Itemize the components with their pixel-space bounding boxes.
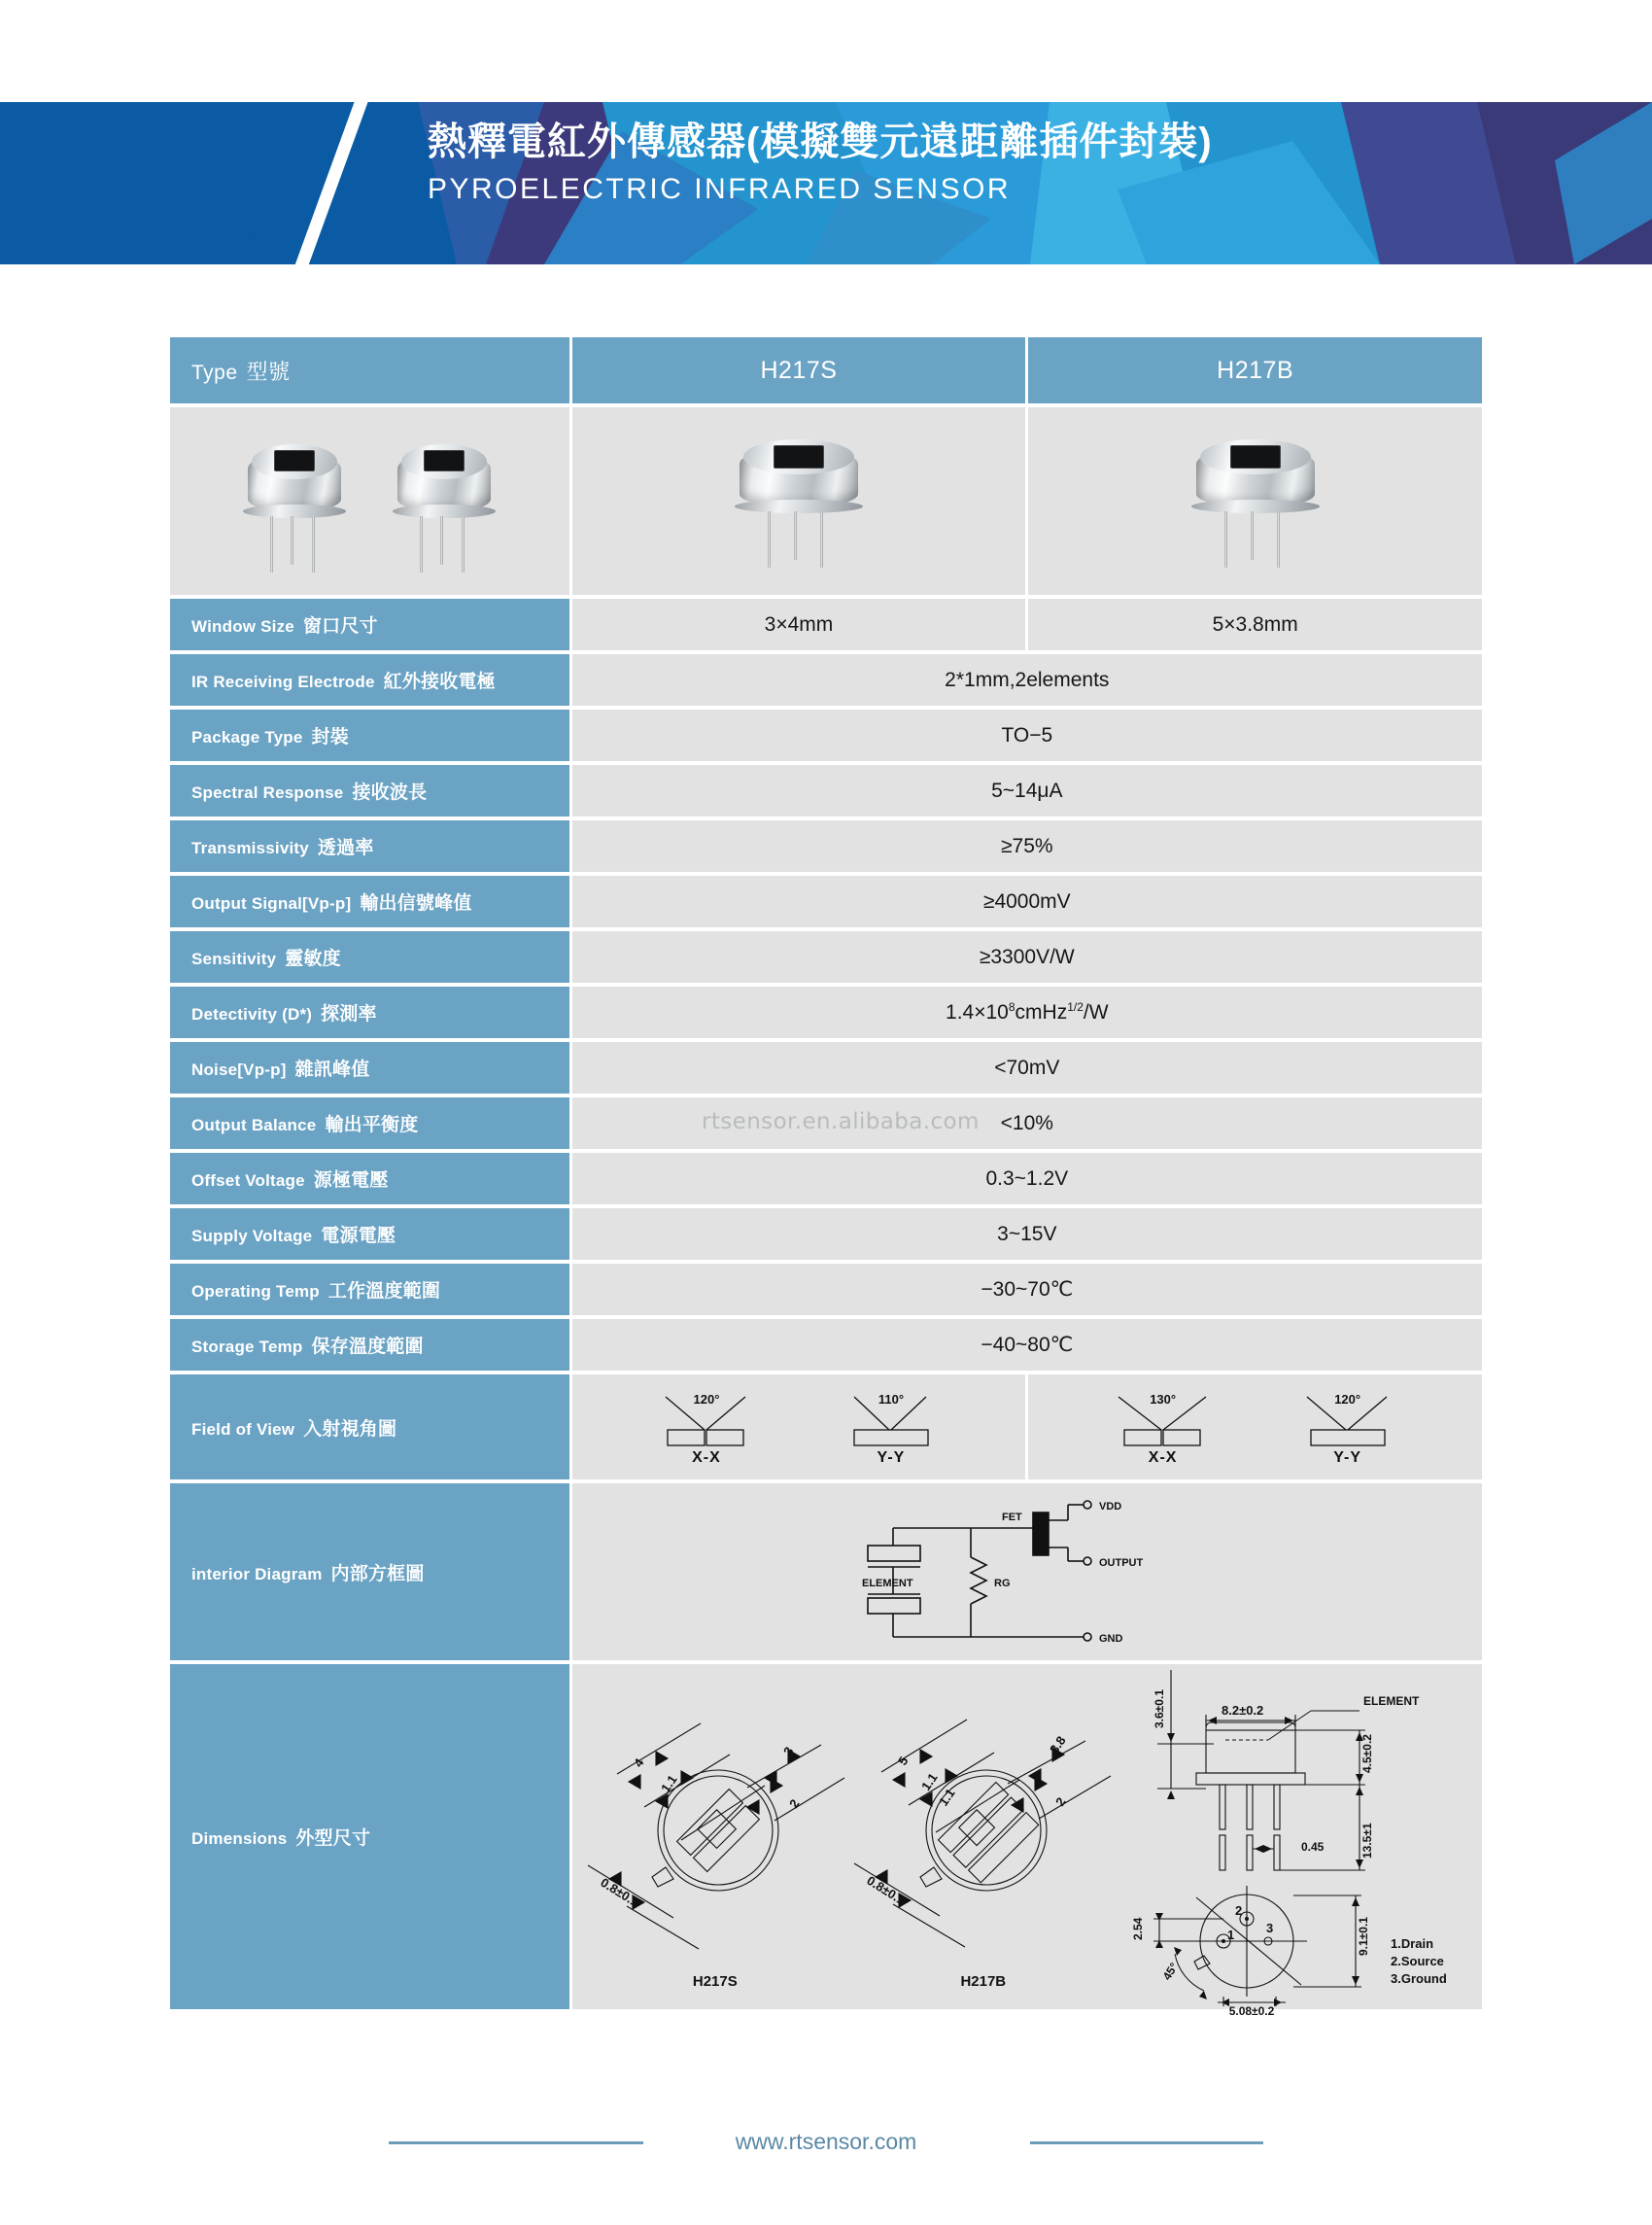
row-label-en: Detectivity (D*) [191, 1005, 313, 1024]
row-label-field-of-view [170, 1374, 569, 1479]
detectivity-exponent-half: 1/2 [1067, 1000, 1084, 1014]
circuit-label-fet: FET [1001, 1512, 1022, 1523]
pin-legend-ground: 3.Ground [1390, 1971, 1447, 1986]
row-value-sensitivity: ≥3300V/W [572, 931, 1482, 983]
header-model-h217b: H217B [1028, 337, 1482, 403]
footer-website-url: www.rtsensor.com [735, 2129, 917, 2154]
table-row [170, 1264, 1482, 1315]
row-label-cn: 外型尺寸 [295, 1828, 371, 1849]
pin-number-1: 1 [1226, 1928, 1235, 1942]
row-value-window-size-h217s: 3×4mm [572, 599, 1026, 650]
dim-value: 3 [779, 1743, 797, 1758]
row-label-offset-voltage [170, 1153, 569, 1204]
page-title-chinese: 熱釋電紅外傳感器(模擬雙元遠距離插件封裝) [428, 121, 1213, 163]
dim-value: 0.8±0.1 [598, 1874, 641, 1909]
row-label-en: Field of View [191, 1419, 295, 1439]
fov-unit-yy-h217s [833, 1387, 949, 1467]
top-view-drawing-h217s [584, 1685, 846, 1966]
row-label-cn: 輸出平衡度 [325, 1115, 419, 1135]
interior-circuit-diagram [572, 1483, 1482, 1660]
row-label-cn: 内部方框圖 [330, 1563, 425, 1584]
row-label-cn: 接收波長 [352, 782, 428, 803]
photo-cell-h217b [1028, 407, 1482, 595]
header-type-label-en: Type [191, 361, 238, 384]
fov-unit-yy-h217b [1290, 1387, 1406, 1467]
row-label-window-size [170, 599, 569, 650]
watermark-text: rtsensor.en.alibaba.com [702, 1109, 980, 1134]
circuit-label-vdd: VDD [1098, 1501, 1122, 1512]
row-label-en: Output Signal[Vp-p] [191, 894, 352, 913]
row-label-output-signal [170, 876, 569, 927]
row-value-output-signal: ≥4000mV [572, 876, 1482, 927]
row-label-transmissivity [170, 820, 569, 872]
row-label-cn: 源極電壓 [313, 1170, 389, 1191]
dimension-view-name-h217b: H217B [960, 1972, 1007, 1990]
dim-pin-spacing: 5.08±0.2 [1228, 2004, 1275, 2018]
row-value-package-type: TO−5 [572, 710, 1482, 761]
row-value-transmissivity: ≥75% [572, 820, 1482, 872]
table-row [170, 599, 1482, 650]
table-row [170, 1319, 1482, 1371]
circuit-label-element: ELEMENT [861, 1578, 913, 1589]
row-label-noise [170, 1042, 569, 1094]
specification-table [167, 333, 1485, 2018]
table-row [170, 1042, 1482, 1094]
row-label-cn: 封裝 [311, 727, 349, 747]
table-row [170, 876, 1482, 927]
row-value-operating-temp: −30~70℃ [572, 1264, 1482, 1315]
detectivity-tail: /W [1083, 1001, 1109, 1024]
pin-legend-source: 2.Source [1390, 1954, 1444, 1968]
dim-lead-length: 13.5±1 [1359, 1823, 1374, 1859]
table-row [170, 987, 1482, 1038]
table-row [170, 710, 1482, 761]
page-title-english: PYROELECTRIC INFRARED SENSOR [428, 173, 1012, 205]
fov-angle-value: 110° [878, 1392, 905, 1407]
dim-value: 1.1 [935, 1785, 958, 1809]
row-label-output-balance [170, 1097, 569, 1149]
dim-pin-offset: 2.54 [1130, 1917, 1145, 1940]
row-label-en: interior Diagram [191, 1564, 323, 1583]
row-label-interior-diagram [170, 1483, 569, 1660]
pin-legend-drain: 1.Drain [1390, 1936, 1433, 1951]
table-row [170, 1097, 1482, 1149]
row-label-en: Transmissivity [191, 839, 309, 857]
dim-value: 5 [894, 1753, 912, 1768]
sensor-photo-h217b [1196, 424, 1315, 579]
dim-value: 2 [785, 1795, 803, 1811]
row-label-en: Storage Temp [191, 1338, 303, 1356]
row-label-cn: 保存溫度範圍 [311, 1337, 424, 1357]
header-type-label-cn: 型號 [246, 359, 291, 384]
dim-can-height: 4.5±0.2 [1359, 1734, 1374, 1773]
row-label-cn: 電源電壓 [321, 1226, 396, 1246]
dim-total-height: 3.6±0.1 [1152, 1689, 1166, 1728]
dimension-view-name-h217s: H217S [692, 1972, 738, 1990]
dim-value: 1.1 [917, 1769, 941, 1793]
detectivity-exponent: 8 [1008, 1000, 1015, 1014]
sensor-photo [248, 429, 341, 574]
field-of-view-row [170, 1374, 1482, 1479]
row-label-cn: 靈敏度 [285, 949, 341, 969]
header-model-h217s: H217S [572, 337, 1026, 403]
row-label-en: Dimensions [191, 1829, 288, 1848]
circuit-schematic-icon [823, 1489, 1231, 1654]
row-label-spectral-response [170, 765, 569, 817]
page-footer [0, 2119, 1652, 2177]
fov-axis-label: Y-Y [877, 1449, 906, 1466]
row-value-supply-voltage: 3~15V [572, 1208, 1482, 1260]
dimensions-row [170, 1664, 1482, 2009]
pin-number-2: 2 [1234, 1903, 1243, 1918]
table-row [170, 820, 1482, 872]
table-row [170, 1153, 1482, 1204]
row-label-storage-temp [170, 1319, 569, 1371]
row-value-ir-receiving-electrode: 2*1mm,2elements [572, 654, 1482, 706]
row-value-detectivity [572, 987, 1482, 1038]
row-label-supply-voltage [170, 1208, 569, 1260]
header-type-cell [170, 337, 569, 403]
top-view-drawing-h217b [852, 1685, 1115, 1966]
sensor-photo-h217s [740, 424, 858, 579]
sensor-photo [397, 429, 491, 574]
row-label-en: Sensitivity [191, 950, 277, 968]
fov-axis-label: X-X [692, 1449, 721, 1466]
table-header-row [170, 337, 1482, 403]
row-label-detectivity [170, 987, 569, 1038]
fov-axis-label: X-X [1148, 1449, 1178, 1466]
dim-value: 3.8 [1046, 1732, 1069, 1756]
photo-cell-overview [170, 407, 569, 595]
row-label-en: Package Type [191, 728, 303, 747]
fov-unit-xx-h217s [648, 1387, 765, 1467]
row-value-window-size-h217b: 5×3.8mm [1028, 599, 1482, 650]
row-label-cn: 雜訊峰值 [294, 1060, 370, 1080]
row-label-en: Operating Temp [191, 1282, 320, 1301]
row-label-package-type [170, 710, 569, 761]
fov-axis-label: Y-Y [1333, 1449, 1362, 1466]
row-value-storage-temp: −40~80℃ [572, 1319, 1482, 1371]
detectivity-base: 1.4×10 [946, 1001, 1009, 1024]
dim-value: 4 [630, 1755, 647, 1770]
dim-value: 1.1 [657, 1771, 680, 1795]
dim-angle: 45° [1159, 1960, 1181, 1983]
photo-cell-h217s [572, 407, 1026, 595]
dimension-view-h217s [584, 1685, 846, 1990]
table-row [170, 931, 1482, 983]
pin-number-3: 3 [1265, 1921, 1274, 1935]
row-label-en: Output Balance [191, 1116, 317, 1134]
row-label-en: Offset Voltage [191, 1171, 305, 1190]
row-label-cn: 紅外接收電極 [383, 672, 496, 692]
product-photo-row [170, 407, 1482, 595]
circuit-label-output: OUTPUT [1098, 1557, 1144, 1569]
interior-diagram-row [170, 1483, 1482, 1660]
row-label-en: Noise[Vp-p] [191, 1060, 287, 1079]
row-value-offset-voltage: 0.3~1.2V [572, 1153, 1482, 1204]
fov-angle-value: 130° [1150, 1392, 1177, 1407]
fov-diagram-h217s [572, 1374, 1026, 1479]
row-label-dimensions [170, 1664, 569, 2009]
row-label-en: Supply Voltage [191, 1227, 313, 1245]
circuit-label-rg: RG [993, 1578, 1011, 1589]
row-label-en: Window Size [191, 617, 294, 636]
row-label-cn: 工作溫度範圍 [327, 1281, 441, 1302]
fov-angle-value: 120° [1334, 1392, 1361, 1407]
row-value-output-balance: <10% [572, 1097, 1482, 1149]
dim-lead-width: 0.45 [1300, 1840, 1325, 1854]
dimension-drawings [572, 1664, 1482, 2018]
row-label-cn: 探測率 [321, 1004, 377, 1025]
fov-unit-xx-h217b [1105, 1387, 1222, 1467]
dimension-view-engineering [1120, 1664, 1470, 2018]
dim-value: 2 [1051, 1793, 1069, 1809]
dim-value: 0.8±0.1 [864, 1872, 908, 1907]
row-value-spectral-response: 5~14μA [572, 765, 1482, 817]
table-row [170, 765, 1482, 817]
row-value-noise: <70mV [572, 1042, 1482, 1094]
detectivity-unit: cmHz [1015, 1001, 1068, 1024]
row-label-cn: 透過率 [317, 838, 374, 858]
row-label-en: IR Receiving Electrode [191, 673, 375, 691]
circuit-label-gnd: GND [1098, 1633, 1123, 1645]
table-row [170, 1208, 1482, 1260]
fov-diagram-h217b [1028, 1374, 1482, 1479]
row-label-cn: 輸出信號峰值 [360, 893, 472, 914]
row-label-en: Spectral Response [191, 783, 344, 802]
dim-width: 8.2±0.2 [1221, 1703, 1264, 1718]
row-label-sensitivity [170, 931, 569, 983]
side-and-bottom-view-drawing [1120, 1664, 1470, 2018]
row-label-cn: 窗口尺寸 [302, 616, 378, 637]
dim-diameter: 9.1±0.1 [1356, 1917, 1370, 1956]
row-label-ir-receiving-electrode [170, 654, 569, 706]
row-label-operating-temp [170, 1264, 569, 1315]
dimension-view-h217b [852, 1685, 1115, 1990]
row-label-cn: 入射視角圖 [303, 1418, 397, 1440]
table-row [170, 654, 1482, 706]
dim-element-callout: ELEMENT [1362, 1694, 1420, 1708]
fov-angle-value: 120° [693, 1392, 720, 1407]
